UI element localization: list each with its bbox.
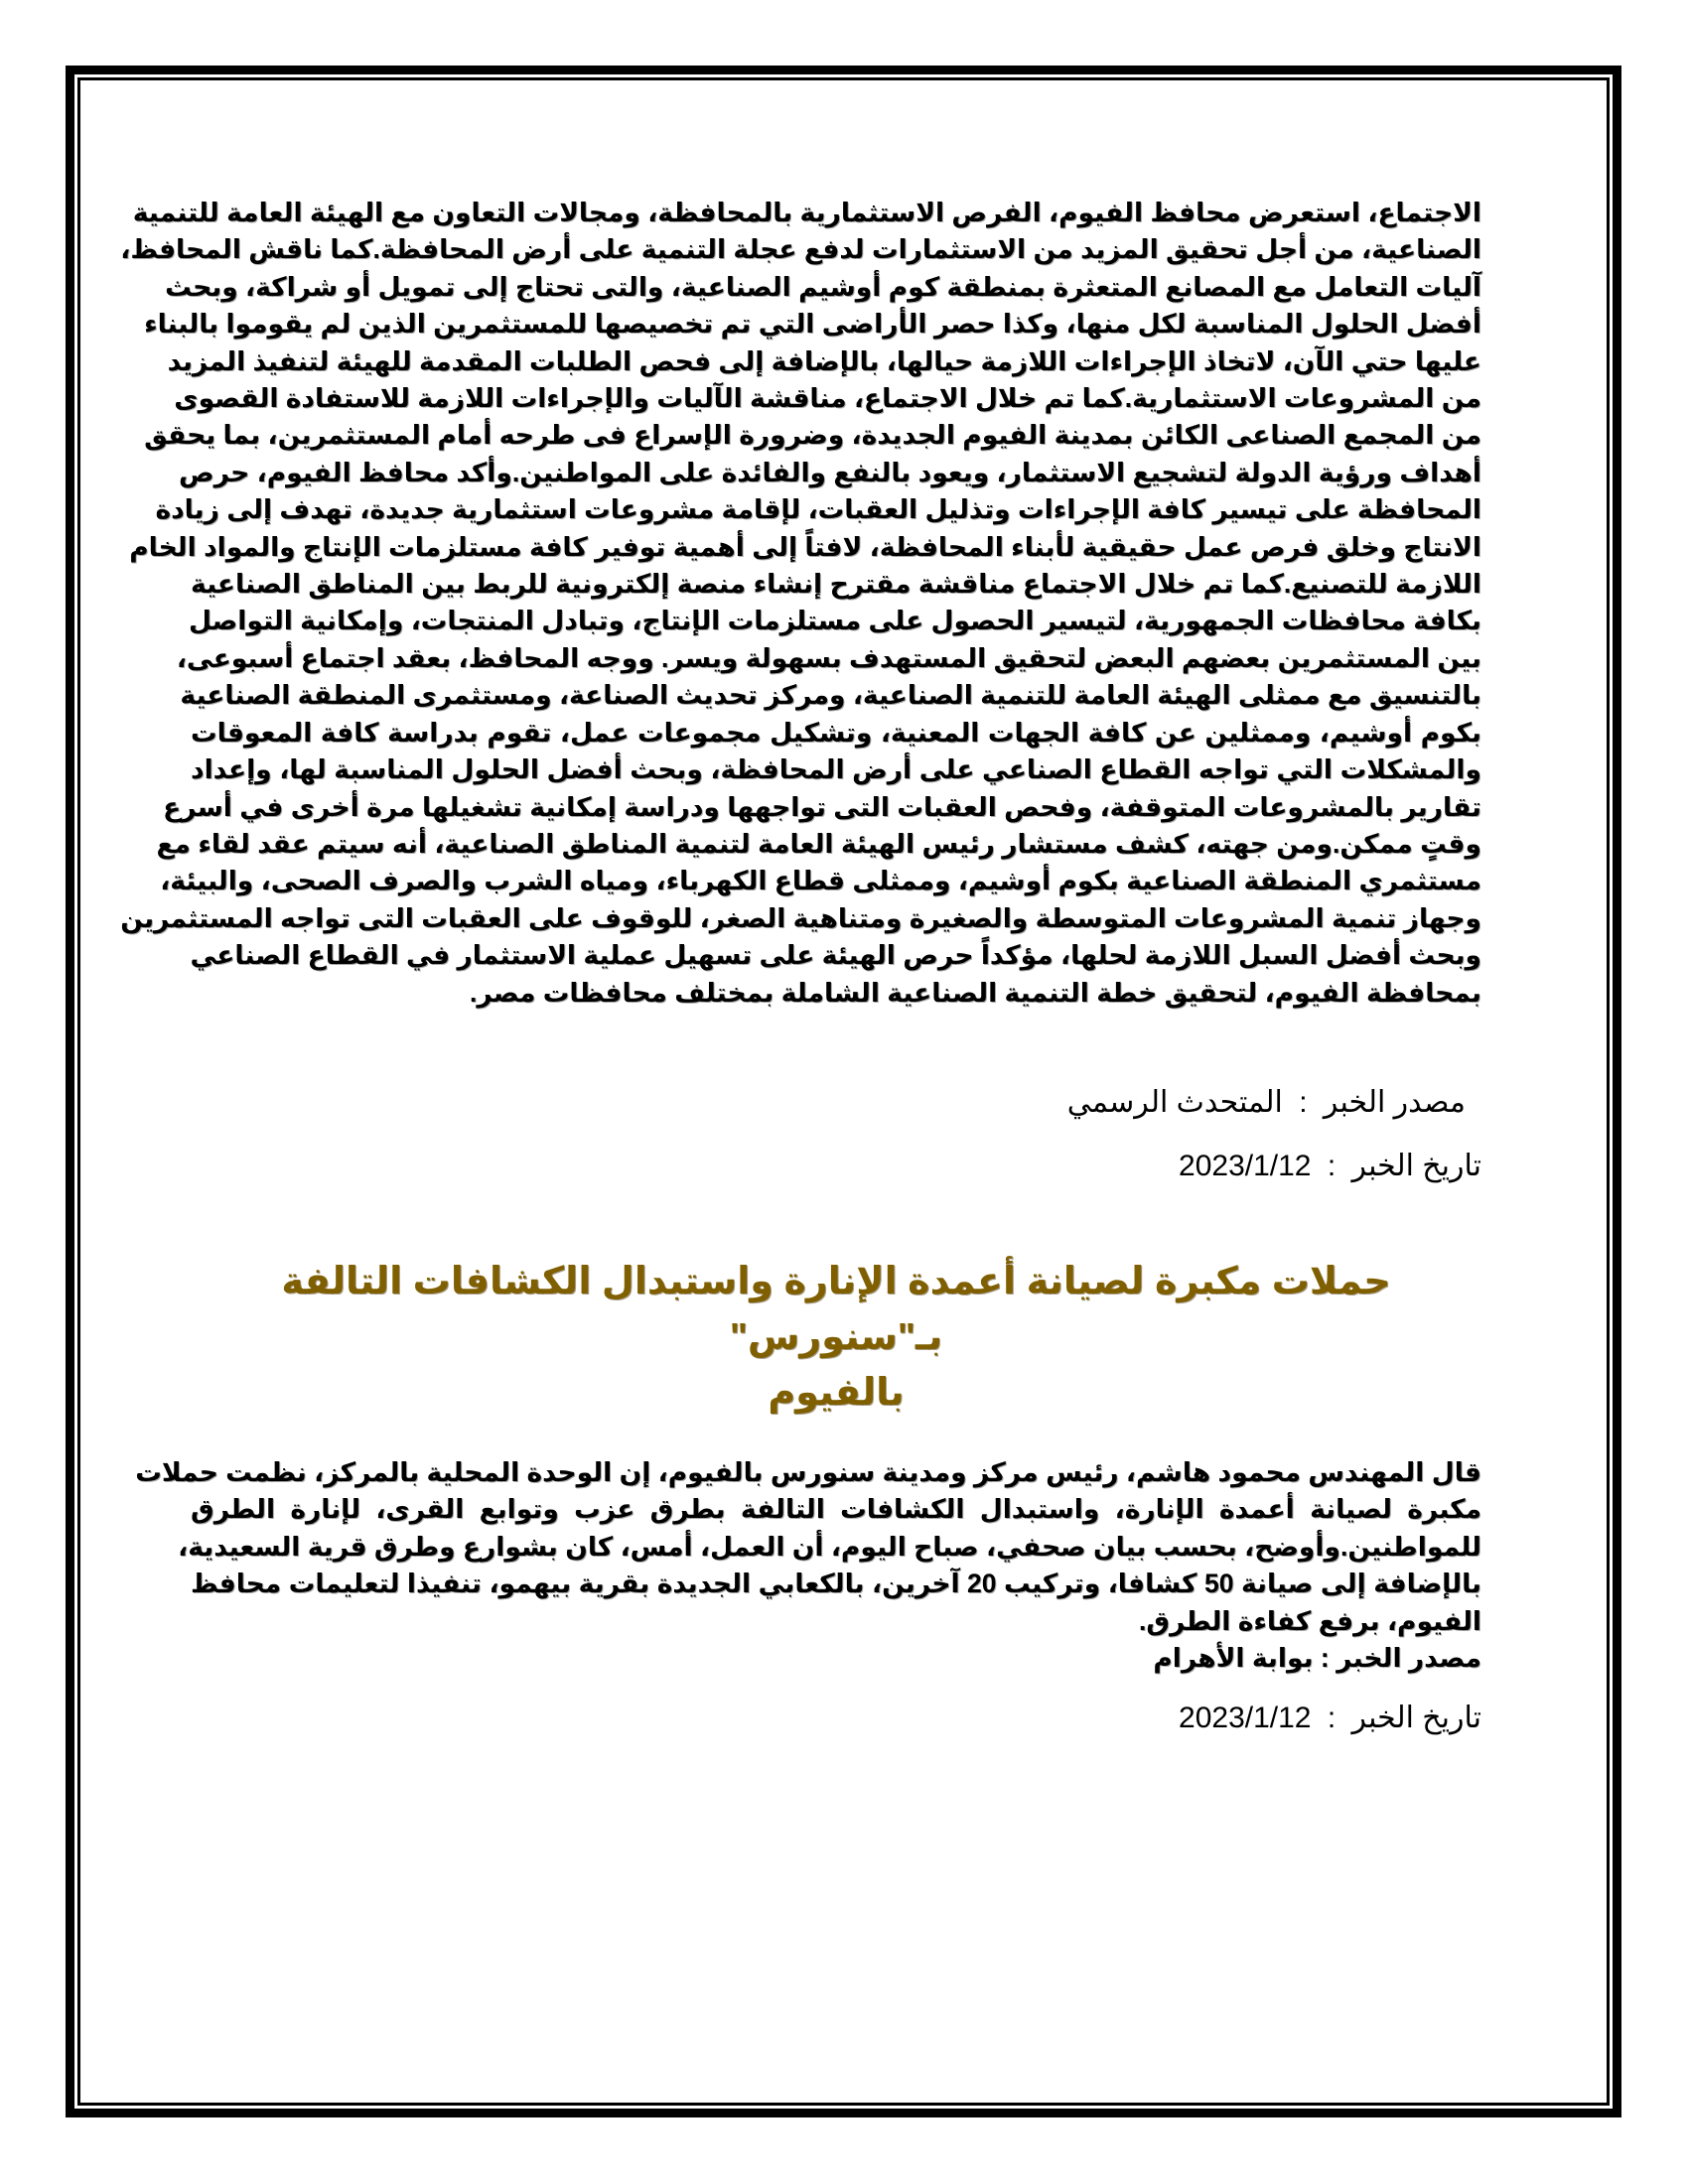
- article1-line: مستثمري المنطقة الصناعية بكوم أوشيم، وممثلى قطاع الكهرباء، ومياه الشرب والصرف الصحى، والبيئة،: [160, 866, 1481, 896]
- article2-line: بالإضافة إلى صيانة 50 كشافا، وتركيب 20 آخرين، بالكعابي الجديدة بقرية بيهمو، تنفيذا لتعليمات محافظ: [191, 1569, 1481, 1599]
- article1-line: الانتاج وخلق فرص عمل حقيقية لأبناء المحافظة، لافتاً إلى أهمية توفير كافة مستلزمات الإنتاج والمواد الخام: [129, 531, 1481, 562]
- article2-title-line: حملات مكبرة لصيانة أعمدة الإنارة واستبدال الكشافات التالفة بـ"سنورس": [281, 1260, 1391, 1358]
- article1-source: [191, 1083, 1481, 1123]
- article1-line: عليها حتي الآن، لاتخاذ الإجراءات اللازمة حيالها، بالإضافة إلى فحص الطلبات المقدمة للهيئة لتنفيذ المزيد: [167, 345, 1481, 376]
- article1-line: اللازمة للتصنيع.كما تم خلال الاجتماع مناقشة مقترح إنشاء منصة إلكترونية للربط بين المناطق الصناعية: [191, 569, 1481, 600]
- separator: :: [1327, 1702, 1336, 1735]
- article2-date: [191, 1699, 1481, 1738]
- article1-body: [120, 195, 1481, 1012]
- article1-line: تقارير بالمشروعات المتوقفة، وفحص العقبات التى تواجهها ودراسة إمكانية تشغيلها مرة أخرى في أسرع: [163, 791, 1481, 822]
- source-value: بوابة الأهرام: [1153, 1642, 1314, 1673]
- source-label: مصدر الخبر: [1336, 1642, 1481, 1673]
- article1-line: أفضل الحلول المناسبة لكل منها، وكذا حصر الأراضى التي تم تخصيصها للمستثمرين الذين لم يقوموا بالبناء: [144, 309, 1481, 340]
- article1-line: بكافة محافظات الجمهورية، لتيسير الحصول على مستلزمات الإنتاج، وتبادل المنتجات، وإمكانية التواصل: [189, 606, 1481, 636]
- article2-source: [191, 1640, 1481, 1677]
- article2-line: قال المهندس محمود هاشم، رئيس مركز ومدينة سنورس بالفيوم، إن الوحدة المحلية بالمركز، نظمت حملات: [135, 1456, 1481, 1487]
- article1-line: المحافظة على تيسير كافة الإجراءات وتذليل العقبات، لإقامة مشروعات استثمارية جديدة، تهدف إلى زيادة: [155, 494, 1481, 525]
- source-value: المتحدث الرسمي: [1066, 1085, 1283, 1119]
- date-label: تاريخ الخبر: [1351, 1702, 1481, 1735]
- separator: :: [1299, 1085, 1308, 1119]
- article2-body: [135, 1454, 1481, 1640]
- source-label: مصدر الخبر: [1323, 1085, 1466, 1119]
- article2-line: مكبرة لصيانة أعمدة الإنارة، واستبدال الكشافات التالفة بطرق عزب وتوابع القرى، لإنارة الطرق: [191, 1494, 1481, 1525]
- article1-line: وقتٍ ممكن.ومن جهته، كشف مستشار رئيس الهيئة العامة لتنمية المناطق الصناعية، أنه سيتم عقد لقاء مع: [156, 828, 1481, 859]
- separator: :: [1320, 1642, 1330, 1673]
- article1-line: آليات التعامل مع المصانع المتعثرة بمنطقة كوم أوشيم الصناعية، والتى تحتاج إلى تمويل أو شراكة، وبحث: [165, 271, 1481, 302]
- article1-line: بكوم أوشيم، وممثلين عن كافة الجهات المعنية، وتشكيل مجموعات عمل، تقوم بدراسة كافة المعوقات: [191, 717, 1481, 748]
- document-content: [120, 195, 1481, 1738]
- date-label: تاريخ الخبر: [1351, 1149, 1481, 1182]
- article1-line: بمحافظة الفيوم، لتحقيق خطة التنمية الصناعية الشاملة بمختلف محافظات مصر.: [470, 977, 1481, 1008]
- article1-line: الصناعية، من أجل تحقيق المزيد من الاستثمارات لدفع عجلة التنمية على أرض المحافظة.كما ناقش المحافظ،: [120, 234, 1481, 265]
- article1-line: وجهاز تنمية المشروعات المتوسطة والصغيرة ومتناهية الصغر، للوقوف على العقبات التى تواجه المستثمرين: [120, 902, 1481, 933]
- article2-line: للمواطنين.وأوضح، بحسب بيان صحفي، صباح اليوم، أن العمل، أمس، كان بشوارع وطرق قرية السعيدية،: [178, 1531, 1481, 1562]
- article1-line: من المجمع الصناعى الكائن بمدينة الفيوم الجديدة، وضرورة الإسراع فى طرحه أمام المستثمرين، بما يحقق: [144, 420, 1481, 451]
- article1-line: أهداف ورؤية الدولة لتشجيع الاستثمار، ويعود بالنفع والفائدة على المواطنين.وأكد محافظ الفيوم، حرص: [179, 457, 1481, 487]
- date-value: 2023/1/12: [1179, 1702, 1312, 1735]
- separator: :: [1327, 1149, 1336, 1182]
- article1-date: [191, 1147, 1481, 1186]
- article1-line: بالتنسيق مع ممثلى الهيئة العامة للتنمية الصناعية، ومركز تحديث الصناعة، ومستثمرى المنطقة الصناعية: [180, 680, 1481, 711]
- date-value: 2023/1/12: [1179, 1149, 1312, 1182]
- article2-title-line: بالفيوم: [768, 1371, 905, 1414]
- article1-line: من المشروعات الاستثمارية.كما تم خلال الاجتماع، مناقشة الآليات والإجراءات اللازمة للاستفادة القصوى: [174, 383, 1481, 414]
- article1-line: وبحث أفضل السبل اللازمة لحلها، مؤكداً حرص الهيئة على تسهيل عملية الاستثمار في القطاع الصناعي: [190, 940, 1481, 971]
- article1-line: الاجتماع، استعرض محافظ الفيوم، الفرص الاستثمارية بالمحافظة، ومجالات التعاون مع الهيئة العامة للتنمية: [132, 198, 1481, 227]
- article2-line: الفيوم، برفع كفاءة الطرق.: [1138, 1605, 1481, 1636]
- article2-title: [191, 1254, 1481, 1421]
- article1-line: والمشكلات التي تواجه القطاع الصناعي على أرض المحافظة، وبحث أفضل الحلول المناسبة لها، وإعداد: [191, 754, 1481, 785]
- article1-line: بين المستثمرين بعضهم البعض لتحقيق المستهدف بسهولة ويسر. ووجه المحافظ، بعقد اجتماع أسبوعى،: [176, 642, 1481, 673]
